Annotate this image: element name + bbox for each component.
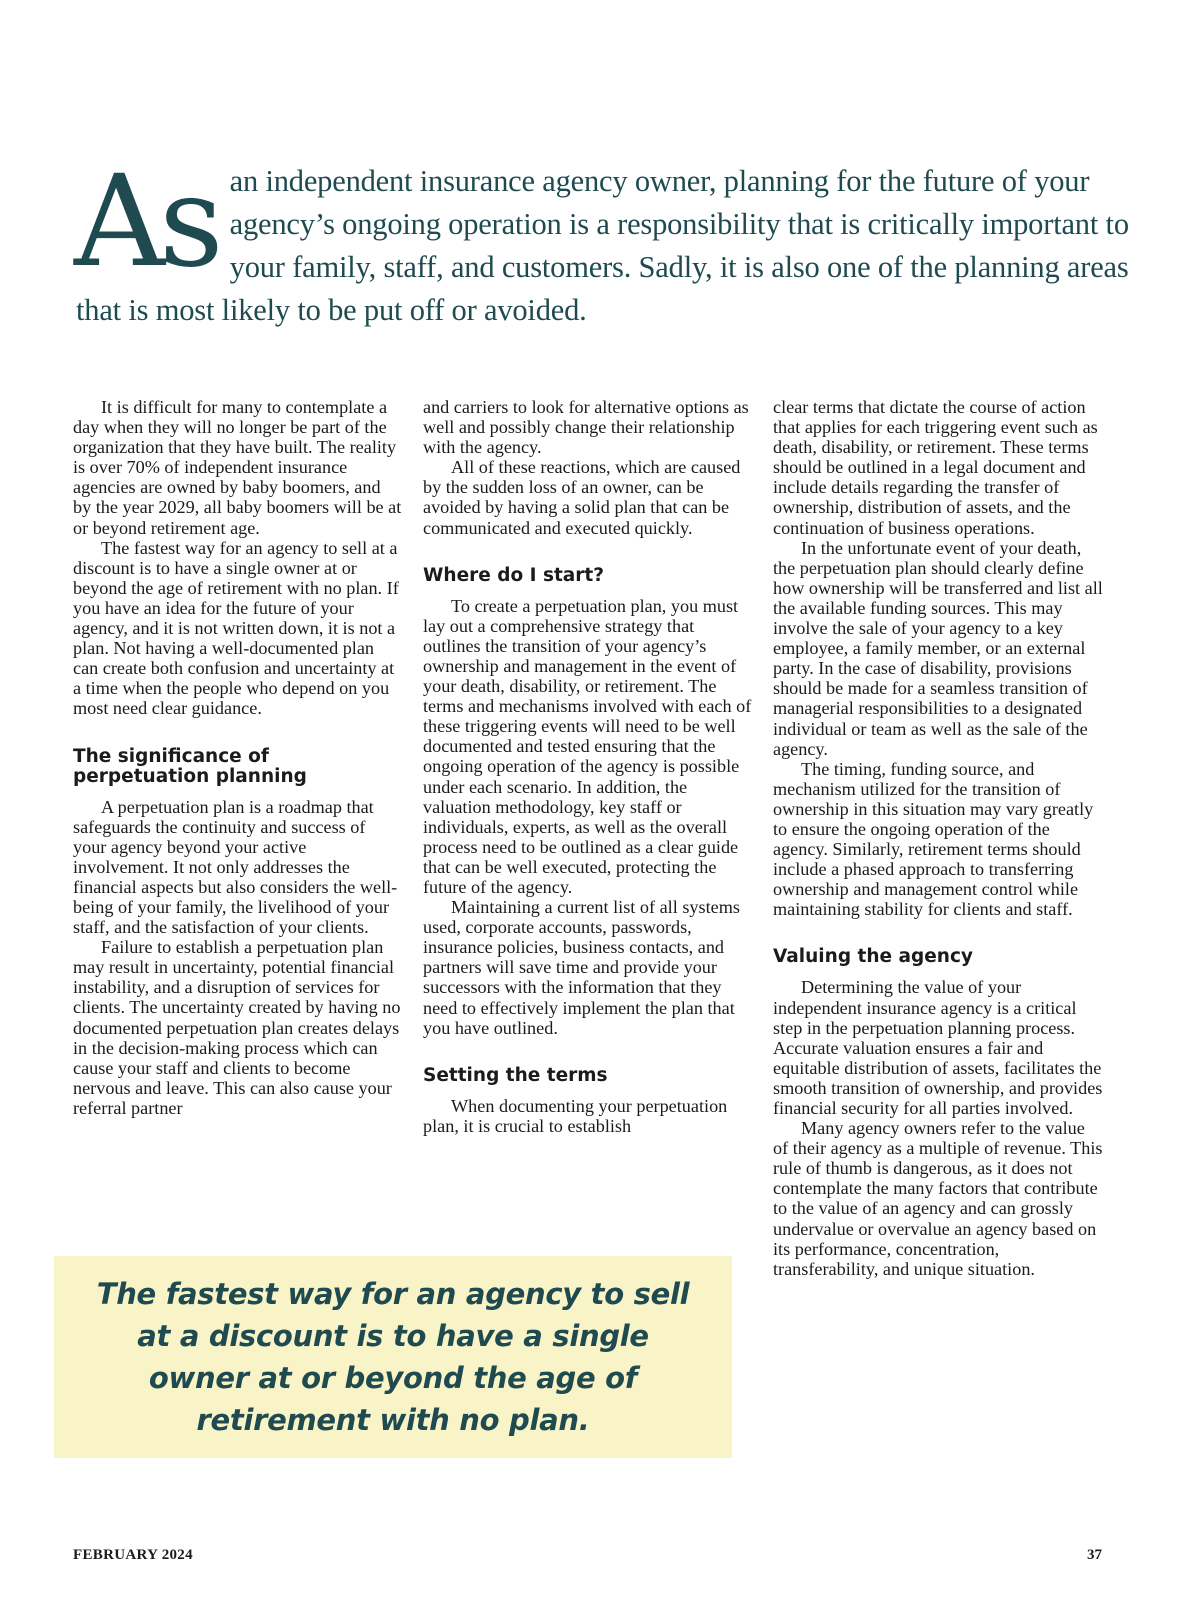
article-column-2 [423, 397, 753, 1136]
body-paragraph: The fastest way for an agency to sell at a discount is to have a single owner at or beyond the age of retirement with no plan. If you have an idea for the future of your agency, and it is not written down, it is not a plan. Not having a well-documented plan can create both confusion and uncertainty at a time when the people who depend on you most need clear guidance. [73, 537, 399, 719]
section-heading-setting-terms: Setting the terms [423, 1064, 608, 1086]
section-heading-where-to-start: Where do I start? [423, 564, 604, 586]
page-number: 37 [1087, 1547, 1102, 1563]
section-heading-valuing: Valuing the agency [773, 946, 973, 968]
body-paragraph: Many agency owners refer to the value of their agency as a multiple of revenue. This rule of thumb is dangerous, as it does not contemplate the many factors that contribute to the value of an agency and can grossly undervalue or overvalue an agency based on its performance, concentration, transferability, and unique situation. [773, 1118, 1103, 1279]
article-column-3 [773, 397, 1103, 1279]
body-paragraph: To create a perpetuation plan, you must lay out a comprehensive strategy that outlines the transition of your agency’s ownership and management in the event of your death, disability, or retirement. The terms and mechanisms involved with each of these triggering events will need to be well documented and tested ensuring that the ongoing operation of the agency is possible under each scenario. In addition, the valuation methodology, key staff or individuals, experts, as well as the overall process need to be outlined as a clear guide that can be well executed, protecting the future of the agency. [423, 595, 752, 897]
body-paragraph: The timing, funding source, and mechanism utilized for the transition of ownership in this situation may vary greatly to ensure the ongoing operation of the agency. Similarly, retirement terms should include a phased approach to transferring ownership and management control while maintaining stability for clients and staff. [773, 758, 1094, 920]
body-paragraph: When documenting your perpetuation plan, it is crucial to establish [423, 1095, 728, 1136]
body-paragraph: All of these reactions, which are caused by the sudden loss of an owner, can be avoided by having a solid plan that can be communicated and executed quickly. [423, 457, 741, 538]
intro-text: an independent insurance agency owner, planning for the future of your agency’s ongoing operation is a responsibility that is critically important to your family, staff, and customers. Sadly, it is also one of the planning areas that is most likely to be put off or avoided. [76, 164, 1129, 327]
drop-cap: As [74, 148, 218, 295]
section-heading-significance: The significance of perpetuation planning [73, 745, 307, 787]
intro-paragraph [74, 148, 1136, 332]
article-column-1 [73, 397, 403, 1118]
footer-issue-date: FEBRUARY 2024 [73, 1547, 193, 1563]
body-paragraph: Maintaining a current list of all systems used, corporate accounts, passwords, insurance policies, business contacts, and partners will save time and provide your successors with the information that they need to effectively implement the plan that you have outlined. [423, 897, 740, 1038]
body-paragraph: Determining the value of your independent insurance agency is a critical step in the perpetuation planning process. Accurate valuation ensures a fair and equitable distribution of assets, facilitates the smooth transition of ownership, and provides financial security for all parties involved. [773, 977, 1103, 1118]
body-paragraph: In the unfortunate event of your death, the perpetuation plan should clearly define how ownership will be transferred and list all the available funding sources. This may involve the sale of your agency to a key employee, a family member, or an external party. In the case of disability, provisions should be made for a seamless transition of managerial responsibilities to a designated individual or team as well as the sale of the agency. [773, 537, 1103, 759]
body-paragraph: clear terms that dictate the course of action that applies for each triggering event such as death, disability, or retirement. These terms should be outlined in a legal document and include details regarding the transfer of ownership, distribution of assets, and the continuation of business operations. [773, 397, 1098, 538]
pull-quote-text: The fastest way for an agency to sell at a discount is to have a single owner at or beyond the age of retirement with no plan. [96, 1277, 690, 1437]
body-paragraph: and carriers to look for alternative options as well and possibly change their relationship with the agency. [423, 397, 749, 458]
body-paragraph: A perpetuation plan is a roadmap that safeguards the continuity and success of your agency beyond your active involvement. It not only addresses the financial aspects but also considers the well-being of your family, the livelihood of your staff, and the satisfaction of your clients. [73, 796, 398, 938]
pull-quote-box [54, 1256, 732, 1458]
body-paragraph: Failure to establish a perpetuation plan may result in uncertainty, potential financial instability, and a disruption of services for clients. The uncertainty created by having no documented perpetuation plan creates delays in the decision-making process which can cause your staff and clients to become nervous and leave. This can also cause your referral partner [73, 937, 401, 1118]
body-paragraph: It is difficult for many to contemplate a day when they will no longer be part of the organization that they have built. The reality is over 70% of independent insurance agencies are owned by baby boomers, and by the year 2029, all baby boomers will be at or beyond retirement age. [73, 397, 402, 538]
